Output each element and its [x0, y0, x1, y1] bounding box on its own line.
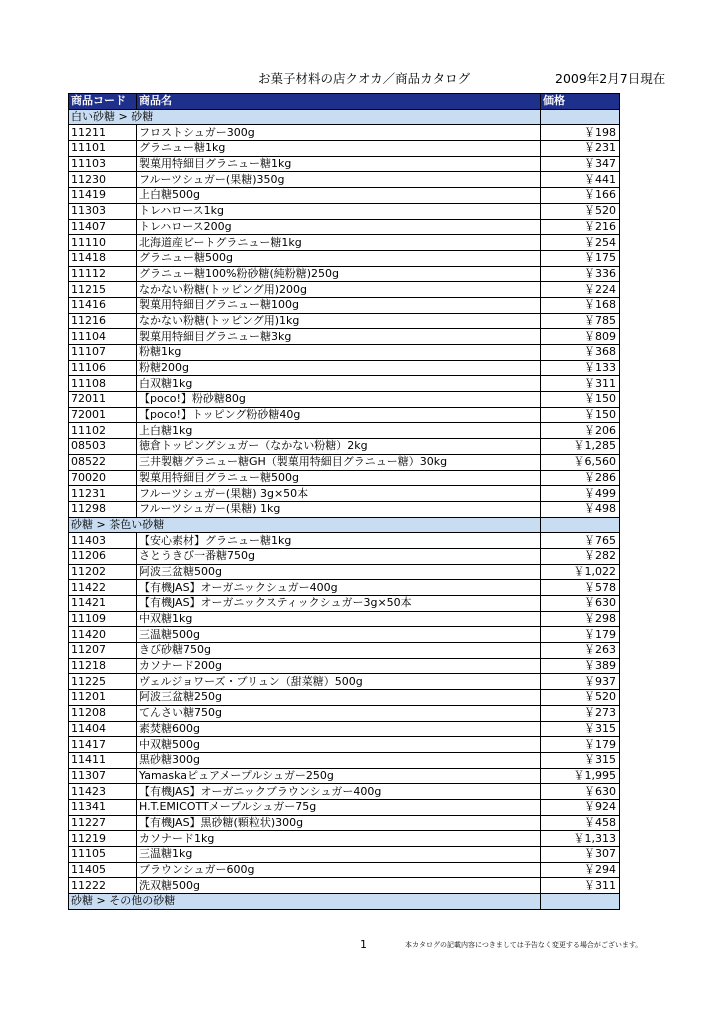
table-row: [69, 658, 620, 674]
product-name: H.T.EMICOTTメープルシュガー75g: [137, 799, 541, 815]
table-row: [69, 250, 620, 266]
product-price: ￥315: [541, 721, 620, 737]
table-row: [69, 313, 620, 329]
category-name: 白い砂糖 > 砂糖: [69, 109, 541, 125]
product-code: 11303: [69, 203, 137, 219]
product-code: 11106: [69, 360, 137, 376]
column-header-code: 商品コード: [69, 94, 137, 110]
product-code: 11231: [69, 486, 137, 502]
product-code: 11230: [69, 172, 137, 188]
table-row: [69, 721, 620, 737]
table-row: [69, 611, 620, 627]
product-code: 11404: [69, 721, 137, 737]
product-price: ￥179: [541, 737, 620, 753]
product-price: ￥765: [541, 533, 620, 549]
product-price: ￥286: [541, 470, 620, 486]
product-name: 徳倉トッピングシュガー（なかない粉糖）2kg: [137, 439, 541, 455]
product-code: 11104: [69, 329, 137, 345]
product-price: ￥630: [541, 596, 620, 612]
product-name: 中双糖1kg: [137, 611, 541, 627]
product-price: ￥809: [541, 329, 620, 345]
table-row: [69, 705, 620, 721]
product-price: ￥937: [541, 674, 620, 690]
product-name: グラニュー糖100%粉砂糖(純粉糖)250g: [137, 266, 541, 282]
product-name: 【有機JAS】オーガニックスティックシュガー3g×50本: [137, 596, 541, 612]
product-name: フルーツシュガー(果糖)350g: [137, 172, 541, 188]
catalog-date: 2009年2月7日現在: [555, 71, 666, 86]
product-name: フルーツシュガー(果糖) 1kg: [137, 501, 541, 517]
product-name: フロストシュガー300g: [137, 125, 541, 141]
table-row: [69, 297, 620, 313]
product-price: ￥254: [541, 235, 620, 251]
product-name: 阿波三盆糖500g: [137, 564, 541, 580]
table-row: [69, 219, 620, 235]
product-code: 11215: [69, 282, 137, 298]
product-price: ￥231: [541, 141, 620, 157]
product-code: 11227: [69, 815, 137, 831]
product-price: ￥347: [541, 156, 620, 172]
table-row: [69, 392, 620, 408]
product-name: Yamaskaピュアメープルシュガー250g: [137, 768, 541, 784]
product-code: 11103: [69, 156, 137, 172]
table-row: [69, 360, 620, 376]
table-row: [69, 203, 620, 219]
product-code: 72001: [69, 407, 137, 423]
product-name: 北海道産ビートグラニュー糖1kg: [137, 235, 541, 251]
product-name: 【有機JAS】オーガニックブラウンシュガー400g: [137, 784, 541, 800]
product-price: ￥263: [541, 643, 620, 659]
table-row: [69, 799, 620, 815]
product-price: ￥924: [541, 799, 620, 815]
table-row: [69, 282, 620, 298]
product-price: ￥224: [541, 282, 620, 298]
product-code: 11418: [69, 250, 137, 266]
table-row: [69, 486, 620, 502]
product-name: 素焚糖600g: [137, 721, 541, 737]
product-price: ￥198: [541, 125, 620, 141]
product-price: ￥6,560: [541, 454, 620, 470]
product-code: 72011: [69, 392, 137, 408]
product-code: 11112: [69, 266, 137, 282]
product-code: 11201: [69, 690, 137, 706]
table-row: [69, 596, 620, 612]
product-code: 11341: [69, 799, 137, 815]
product-name: ブラウンシュガー600g: [137, 862, 541, 878]
column-header-price: 価格: [541, 94, 620, 110]
page-number: 1: [360, 938, 367, 951]
table-row: [69, 454, 620, 470]
product-name: 粉糖1kg: [137, 345, 541, 361]
product-name: 【有機JAS】黒砂糖(顆粒状)300g: [137, 815, 541, 831]
table-row: [69, 784, 620, 800]
product-name: さとうきび一番糖750g: [137, 548, 541, 564]
product-price: ￥273: [541, 705, 620, 721]
product-price: ￥168: [541, 297, 620, 313]
product-code: 11206: [69, 548, 137, 564]
table-row: [69, 423, 620, 439]
table-row: [69, 627, 620, 643]
product-name: トレハロース1kg: [137, 203, 541, 219]
product-code: 08503: [69, 439, 137, 455]
product-price: ￥1,022: [541, 564, 620, 580]
product-price: ￥499: [541, 486, 620, 502]
product-price: ￥216: [541, 219, 620, 235]
table-row: [69, 815, 620, 831]
product-name: 上白糖500g: [137, 188, 541, 204]
product-name: 【安心素材】グラニュー糖1kg: [137, 533, 541, 549]
table-row: [69, 690, 620, 706]
table-row: [69, 674, 620, 690]
table-row: [69, 548, 620, 564]
product-code: 11420: [69, 627, 137, 643]
product-code: 11108: [69, 376, 137, 392]
category-row: [69, 894, 620, 910]
product-price: ￥311: [541, 376, 620, 392]
product-code: 11219: [69, 831, 137, 847]
category-row: [69, 517, 620, 533]
product-code: 11225: [69, 674, 137, 690]
table-row: [69, 862, 620, 878]
table-row: [69, 752, 620, 768]
table-row: [69, 266, 620, 282]
product-name: 三井製糖グラニュー糖GH（製菓用特細目グラニュー糖）30kg: [137, 454, 541, 470]
product-code: 11423: [69, 784, 137, 800]
product-price: ￥520: [541, 203, 620, 219]
product-price: ￥578: [541, 580, 620, 596]
product-price: ￥520: [541, 690, 620, 706]
table-row: [69, 878, 620, 894]
product-code: 11416: [69, 297, 137, 313]
category-row: [69, 109, 620, 125]
product-price: ￥175: [541, 250, 620, 266]
product-name: 粉糖200g: [137, 360, 541, 376]
product-name: なかない粉糖(トッピング用)1kg: [137, 313, 541, 329]
product-price: ￥1,995: [541, 768, 620, 784]
product-price: ￥458: [541, 815, 620, 831]
product-name: 製菓用特細目グラニュー糖3kg: [137, 329, 541, 345]
product-code: 11298: [69, 501, 137, 517]
table-row: [69, 235, 620, 251]
product-code: 11417: [69, 737, 137, 753]
product-code: 11403: [69, 533, 137, 549]
product-name: ヴェルジョワーズ・ブリュン（甜菜糖）500g: [137, 674, 541, 690]
category-price-cell: [541, 517, 620, 533]
product-name: なかない粉糖(トッピング用)200g: [137, 282, 541, 298]
product-code: 11405: [69, 862, 137, 878]
table-row: [69, 141, 620, 157]
product-code: 11109: [69, 611, 137, 627]
product-price: ￥785: [541, 313, 620, 329]
product-price: ￥311: [541, 878, 620, 894]
product-price: ￥389: [541, 658, 620, 674]
product-name: 製菓用特細目グラニュー糖500g: [137, 470, 541, 486]
product-code: 11407: [69, 219, 137, 235]
product-name: 黒砂糖300g: [137, 752, 541, 768]
product-code: 11202: [69, 564, 137, 580]
product-name: きび砂糖750g: [137, 643, 541, 659]
column-header-name: 商品名: [137, 94, 541, 110]
product-name: グラニュー糖1kg: [137, 141, 541, 157]
product-name: 上白糖1kg: [137, 423, 541, 439]
table-row: [69, 831, 620, 847]
product-name: 三温糖500g: [137, 627, 541, 643]
product-name: てんさい糖750g: [137, 705, 541, 721]
product-price: ￥315: [541, 752, 620, 768]
table-row: [69, 156, 620, 172]
product-code: 11102: [69, 423, 137, 439]
product-table: [68, 93, 620, 910]
product-name: グラニュー糖500g: [137, 250, 541, 266]
product-code: 11421: [69, 596, 137, 612]
product-code: 11307: [69, 768, 137, 784]
product-name: カソナード200g: [137, 658, 541, 674]
product-price: ￥441: [541, 172, 620, 188]
table-row: [69, 533, 620, 549]
product-name: 【poco!】粉砂糖80g: [137, 392, 541, 408]
table-row: [69, 345, 620, 361]
product-name: フルーツシュガー(果糖) 3g×50本: [137, 486, 541, 502]
table-row: [69, 407, 620, 423]
category-price-cell: [541, 109, 620, 125]
product-code: 11218: [69, 658, 137, 674]
product-code: 11208: [69, 705, 137, 721]
product-price: ￥166: [541, 188, 620, 204]
product-price: ￥179: [541, 627, 620, 643]
product-price: ￥206: [541, 423, 620, 439]
product-code: 11207: [69, 643, 137, 659]
product-name: 白双糖1kg: [137, 376, 541, 392]
category-name: 砂糖 > 茶色い砂糖: [69, 517, 541, 533]
product-code: 11107: [69, 345, 137, 361]
table-row: [69, 470, 620, 486]
product-name: トレハロース200g: [137, 219, 541, 235]
table-header-row: [69, 94, 620, 110]
table-row: [69, 501, 620, 517]
product-code: 11216: [69, 313, 137, 329]
product-price: ￥1,285: [541, 439, 620, 455]
product-price: ￥307: [541, 847, 620, 863]
product-name: 製菓用特細目グラニュー糖100g: [137, 297, 541, 313]
product-code: 11419: [69, 188, 137, 204]
table-row: [69, 580, 620, 596]
product-price: ￥630: [541, 784, 620, 800]
table-row: [69, 125, 620, 141]
table-row: [69, 847, 620, 863]
product-code: 11105: [69, 847, 137, 863]
category-price-cell: [541, 894, 620, 910]
table-row: [69, 172, 620, 188]
table-row: [69, 564, 620, 580]
footer-note: 本カタログの記載内容につきましては予告なく変更する場合がございます。: [405, 941, 643, 949]
product-price: ￥1,313: [541, 831, 620, 847]
product-name: 三温糖1kg: [137, 847, 541, 863]
catalog-title: お菓子材料の店クオカ／商品カタログ: [258, 71, 471, 86]
product-code: 11222: [69, 878, 137, 894]
product-price: ￥150: [541, 407, 620, 423]
product-code: 08522: [69, 454, 137, 470]
product-price: ￥298: [541, 611, 620, 627]
product-name: 製菓用特細目グラニュー糖1kg: [137, 156, 541, 172]
table-row: [69, 643, 620, 659]
table-row: [69, 329, 620, 345]
product-name: 【有機JAS】オーガニックシュガー400g: [137, 580, 541, 596]
product-price: ￥282: [541, 548, 620, 564]
product-code: 11110: [69, 235, 137, 251]
table-row: [69, 439, 620, 455]
product-name: 阿波三盆糖250g: [137, 690, 541, 706]
product-code: 11422: [69, 580, 137, 596]
table-row: [69, 376, 620, 392]
product-code: 11211: [69, 125, 137, 141]
category-name: 砂糖 > その他の砂糖: [69, 894, 541, 910]
product-name: 【poco!】トッピング粉砂糖40g: [137, 407, 541, 423]
product-code: 70020: [69, 470, 137, 486]
product-name: 中双糖500g: [137, 737, 541, 753]
table-row: [69, 768, 620, 784]
product-name: カソナード1kg: [137, 831, 541, 847]
product-code: 11411: [69, 752, 137, 768]
product-price: ￥133: [541, 360, 620, 376]
product-price: ￥336: [541, 266, 620, 282]
product-code: 11101: [69, 141, 137, 157]
table-row: [69, 737, 620, 753]
product-price: ￥498: [541, 501, 620, 517]
product-price: ￥294: [541, 862, 620, 878]
product-name: 洗双糖500g: [137, 878, 541, 894]
table-row: [69, 188, 620, 204]
product-price: ￥150: [541, 392, 620, 408]
product-price: ￥368: [541, 345, 620, 361]
